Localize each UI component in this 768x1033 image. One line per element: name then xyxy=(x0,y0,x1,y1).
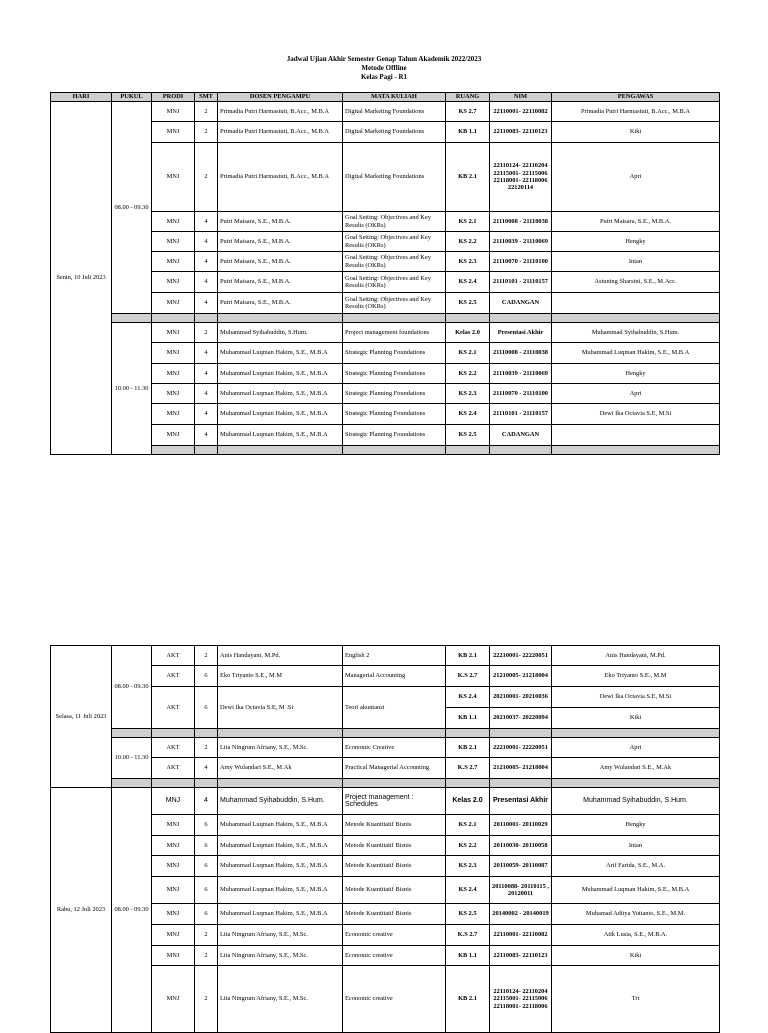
dosen-cell: Primadia Putri Harmastuti, B.Acc., M.B.A xyxy=(218,143,343,212)
proctor-cell: Putri Maisara, S.E., M.B.A. xyxy=(552,212,720,232)
smt-cell: 4 xyxy=(195,384,218,404)
prodi-cell: MNJ xyxy=(152,323,195,343)
proctor-cell: Eko Triyanto S.E., M.M xyxy=(552,666,720,687)
document-title: Jadwal Ujian Akhir Semester Genap Tahun Akademik 2022/2023 xyxy=(286,55,482,63)
smt-cell: 2 xyxy=(195,143,218,212)
table-row xyxy=(51,738,720,758)
course-cell: Goal Setting: Objectives and Key Results (OKRs) xyxy=(343,212,446,232)
prodi-cell: MNJ xyxy=(152,122,195,143)
proctor-cell: Apri xyxy=(552,143,720,212)
col-mata-kuliah: MATA KULIAH xyxy=(343,93,446,102)
table-row xyxy=(51,788,720,815)
table-row xyxy=(51,925,720,946)
smt-cell: 6 xyxy=(195,904,218,925)
course-cell: Goal Setting: Objectives and Key Results (OKRs) xyxy=(343,252,446,272)
course-cell: Metode Kuantitatif Bisnis xyxy=(343,836,446,856)
prodi-cell: MNJ xyxy=(152,904,195,925)
smt-cell: 4 xyxy=(195,343,218,364)
smt-cell: 2 xyxy=(195,122,218,143)
room-cell: KS 2.5 xyxy=(446,425,490,446)
time-cell: 08.00 - 09.30 xyxy=(112,646,152,729)
proctor-cell: Muhammad Syihabuddin, S.Hum. xyxy=(552,323,720,343)
prodi-cell: MNJ xyxy=(152,232,195,252)
table-row xyxy=(51,646,720,666)
nim-cell: 21110101 - 21110157 xyxy=(490,272,552,293)
course-cell: Strategic Planning Foundations xyxy=(343,384,446,404)
course-cell: Metode Kuantitatif Bisnis xyxy=(343,877,446,904)
room-cell: KS 2.2 xyxy=(446,364,490,384)
nim-cell: 21110101 - 21110157 xyxy=(490,404,552,425)
room-cell: KS 2.3 xyxy=(446,252,490,272)
course-cell: Strategic Planning Foundations xyxy=(343,404,446,425)
course-cell: Economic Creative xyxy=(343,738,446,758)
dosen-cell: Muhammad Syihabuddin, S.Hum. xyxy=(218,323,343,343)
col-nim: NIM xyxy=(490,93,552,102)
dosen-cell: Muhammad Luqman Hakim, S.E., M.B.A xyxy=(218,836,343,856)
smt-cell: 2 xyxy=(195,966,218,1033)
prodi-cell: MNJ xyxy=(152,788,195,815)
table-row xyxy=(51,232,720,252)
table-row xyxy=(51,758,720,779)
table-row xyxy=(51,293,720,314)
nim-cell: Presentasi Akhir xyxy=(490,323,552,343)
separator-row xyxy=(51,729,720,738)
room-cell: KS 2.1 xyxy=(446,815,490,836)
prodi-cell: AKT xyxy=(152,687,195,729)
dosen-cell: Lita Ningrum Afriany, S.E., M.Sc. xyxy=(218,946,343,966)
course-cell: Metode Kuantitatif Bisnis xyxy=(343,904,446,925)
room-cell: KB 2.1 xyxy=(446,966,490,1033)
nim-cell: 21110070 - 21110100 xyxy=(490,384,552,404)
nim-cell: 21210005- 21218004 xyxy=(490,666,552,687)
room-cell: KS 2.3 xyxy=(446,856,490,877)
nim-cell: CADANGAN xyxy=(490,293,552,314)
room-cell: Kelas 2.0 xyxy=(446,788,490,815)
dosen-cell: Eko Triyanto S.E., M.M xyxy=(218,666,343,687)
proctor-cell: Muhammad Syihabuddin, S.Hum. xyxy=(552,788,720,815)
prodi-cell: MNJ xyxy=(152,293,195,314)
smt-cell: 2 xyxy=(195,102,218,122)
proctor-cell: Dewi Ika Octavia S.E, M.Si xyxy=(552,687,720,708)
smt-cell: 2 xyxy=(195,738,218,758)
table-row xyxy=(51,102,720,122)
room-cell: KS 2.4 xyxy=(446,404,490,425)
nim-cell: Presentasi Akhir xyxy=(490,788,552,815)
course-cell: Teori akuntansi xyxy=(343,687,446,729)
room-cell: KB 2.1 xyxy=(446,143,490,212)
prodi-cell: MNJ xyxy=(152,212,195,232)
prodi-cell: MNJ xyxy=(152,384,195,404)
smt-cell: 2 xyxy=(195,646,218,666)
nim-cell: 22210001- 22220051 xyxy=(490,646,552,666)
room-cell: K.S 2.7 xyxy=(446,666,490,687)
dosen-cell: Primadia Putri Harmastuti, B.Acc., M.B.A xyxy=(218,102,343,122)
table-row xyxy=(51,364,720,384)
nim-cell: 21110070 - 21110100 xyxy=(490,252,552,272)
room-cell: KS 2.5 xyxy=(446,904,490,925)
time-cell: 08.00 - 09.30 xyxy=(112,102,152,314)
dosen-cell: Lita Ningrum Afriany, S.E., M.Sc. xyxy=(218,966,343,1033)
course-cell: Economic creative xyxy=(343,946,446,966)
nim-cell: 21110008 - 21110038 xyxy=(490,212,552,232)
proctor-cell: Kiki xyxy=(552,708,720,729)
smt-cell: 2 xyxy=(195,925,218,946)
smt-cell: 2 xyxy=(195,323,218,343)
dosen-cell: Muhammad Luqman Hakim, S.E., M.B.A xyxy=(218,343,343,364)
prodi-cell: MNJ xyxy=(152,966,195,1033)
proctor-cell: Muhammad Luqman Hakim, S.E., M.B.A xyxy=(552,877,720,904)
course-cell: Practical Managerial Accounting xyxy=(343,758,446,779)
nim-cell: 22110083- 22110123 xyxy=(490,122,552,143)
dosen-cell: Putri Maisara, S.E., M.B.A. xyxy=(218,252,343,272)
prodi-cell: MNJ xyxy=(152,364,195,384)
prodi-cell: MNJ xyxy=(152,102,195,122)
proctor-cell xyxy=(552,425,720,446)
proctor-cell: Anis Handayani, M.Pd. xyxy=(552,646,720,666)
document-class: Kelas Pagi - R1 xyxy=(360,73,408,81)
day-cell: Senin, 10 Juli 2023 xyxy=(51,102,112,455)
dosen-cell: Muhammad Luqman Hakim, S.E., M.B.A xyxy=(218,404,343,425)
col-hari: HARI xyxy=(51,93,112,102)
nim-cell: 22110083- 22110123 xyxy=(490,946,552,966)
prodi-cell: MNJ xyxy=(152,836,195,856)
course-cell: Project management foundations xyxy=(343,323,446,343)
proctor-cell: Hengky xyxy=(552,232,720,252)
course-cell: Goal Setting: Objectives and Key Results (OKRs) xyxy=(343,272,446,293)
prodi-cell: MNJ xyxy=(152,877,195,904)
separator-row xyxy=(51,779,720,788)
smt-cell: 6 xyxy=(195,877,218,904)
room-cell: K.S 2.7 xyxy=(446,758,490,779)
prodi-cell: MNJ xyxy=(152,946,195,966)
dosen-cell: Lita Ningrum Afriany, S.E., M.Sc. xyxy=(218,925,343,946)
course-cell: English 2 xyxy=(343,646,446,666)
dosen-cell: Amy Wulandari S.E., M.Ak xyxy=(218,758,343,779)
proctor-cell xyxy=(552,293,720,314)
col-pukul: PUKUL xyxy=(112,93,152,102)
nim-cell: 22110124- 22110204 22115001- 22115006 22118001- 22118006 22120114 xyxy=(490,143,552,212)
course-cell: Strategic Planning Foundations xyxy=(343,343,446,364)
nim-cell: 20110001- 20110029 xyxy=(490,815,552,836)
prodi-cell: MNJ xyxy=(152,925,195,946)
table-row xyxy=(51,323,720,343)
prodi-cell: AKT xyxy=(152,738,195,758)
course-cell: Digital Marketing Foundations xyxy=(343,143,446,212)
proctor-cell: Muhammad Luqman Hakim, S.E., M.B.A xyxy=(552,343,720,364)
smt-cell: 4 xyxy=(195,788,218,815)
nim-cell: 22110001- 22110082 xyxy=(490,925,552,946)
nim-cell: 20140002 - 20140019 xyxy=(490,904,552,925)
proctor-cell: Muhamad Aditya Yutianto, S.E., M.M. xyxy=(552,904,720,925)
proctor-cell: Dewi Ika Octavia S.E, M.Si xyxy=(552,404,720,425)
table-row xyxy=(51,122,720,143)
smt-cell: 6 xyxy=(195,666,218,687)
prodi-cell: MNJ xyxy=(152,404,195,425)
prodi-cell: AKT xyxy=(152,666,195,687)
dosen-cell: Putri Maisara, S.E., M.B.A. xyxy=(218,293,343,314)
smt-cell: 4 xyxy=(195,212,218,232)
course-cell: Strategic Planning Foundations xyxy=(343,425,446,446)
smt-cell: 4 xyxy=(195,758,218,779)
nim-cell: 20210001- 20210036 xyxy=(490,687,552,708)
course-cell: Goal Setting: Objectives and Key Results (OKRs) xyxy=(343,293,446,314)
dosen-cell: Dewi Ika Octavia S.E, M .Si xyxy=(218,687,343,729)
dosen-cell: Muhammad Luqman Hakim, S.E., M.B.A xyxy=(218,364,343,384)
table-row xyxy=(51,966,720,1033)
smt-cell: 4 xyxy=(195,404,218,425)
room-cell: K.S 2.7 xyxy=(446,925,490,946)
separator-row xyxy=(51,314,720,323)
day-cell: Rabu, 12 Juli 2023 xyxy=(51,788,112,1033)
smt-cell: 4 xyxy=(195,272,218,293)
table-row xyxy=(51,836,720,856)
dosen-cell: Lita Ningrum Afriany, S.E., M.Sc. xyxy=(218,738,343,758)
dosen-cell: Muhammad Syihabuddin, S.Hum. xyxy=(218,788,343,815)
course-cell: Metode Kuantitatif Bisnis xyxy=(343,856,446,877)
room-cell: Kelas 2.0 xyxy=(446,323,490,343)
proctor-cell: Hengky xyxy=(552,815,720,836)
course-cell: Project management : Schedules xyxy=(343,788,446,815)
proctor-cell: Arif Farida, S.E., M.A. xyxy=(552,856,720,877)
room-cell: KS 2.4 xyxy=(446,687,490,708)
prodi-cell: MNJ xyxy=(152,272,195,293)
prodi-cell: MNJ xyxy=(152,143,195,212)
table-row xyxy=(51,384,720,404)
nim-cell: 22110001- 22110082 xyxy=(490,102,552,122)
course-cell: Managerial Accounting xyxy=(343,666,446,687)
prodi-cell: MNJ xyxy=(152,343,195,364)
table-row xyxy=(51,425,720,446)
dosen-cell: Muhammad Luqman Hakim, S.E., M.B.A xyxy=(218,425,343,446)
table-row xyxy=(51,904,720,925)
dosen-cell: Anis Handayani, M.Pd. xyxy=(218,646,343,666)
course-cell: Digital Marketing Foundations xyxy=(343,102,446,122)
room-cell: KS 2.2 xyxy=(446,836,490,856)
nim-cell: 21110008 - 21110038 xyxy=(490,343,552,364)
table-row xyxy=(51,343,720,364)
table-row xyxy=(51,877,720,904)
schedule-table-senin xyxy=(50,92,720,455)
room-cell: KB 1.1 xyxy=(446,122,490,143)
room-cell: KS 2.4 xyxy=(446,272,490,293)
dosen-cell: Muhammad Luqman Hakim, S.E., M.B.A xyxy=(218,877,343,904)
smt-cell: 6 xyxy=(195,856,218,877)
nim-cell: 20210037- 20220094 xyxy=(490,708,552,729)
document-method: Metode Offline xyxy=(361,64,407,72)
nim-cell: 20110059- 20110087 xyxy=(490,856,552,877)
smt-cell: 4 xyxy=(195,364,218,384)
proctor-cell: Apri xyxy=(552,384,720,404)
prodi-cell: MNJ xyxy=(152,815,195,836)
table-row xyxy=(51,143,720,212)
proctor-cell: Intan xyxy=(552,836,720,856)
room-cell: KS 2.1 xyxy=(446,343,490,364)
proctor-cell: Intan xyxy=(552,252,720,272)
nim-cell: 20110030- 20110058 xyxy=(490,836,552,856)
dosen-cell: Muhammad Luqman Hakim, S.E., M.B.A xyxy=(218,904,343,925)
proctor-cell: Amy Wulandari S.E., M.Ak xyxy=(552,758,720,779)
nim-cell: 21210005- 21218004 xyxy=(490,758,552,779)
dosen-cell: Putri Maisara, S.E., M.B.A. xyxy=(218,272,343,293)
smt-cell: 4 xyxy=(195,232,218,252)
table-row xyxy=(51,272,720,293)
proctor-cell: Tri xyxy=(552,966,720,1033)
prodi-cell: MNJ xyxy=(152,856,195,877)
course-cell: Digital Marketing Foundations xyxy=(343,122,446,143)
prodi-cell: MNJ xyxy=(152,252,195,272)
course-cell: Economic creative xyxy=(343,925,446,946)
col-dosen: DOSEN PENGAMPU xyxy=(218,93,343,102)
dosen-cell: Muhammad Luqman Hakim, S.E., M.B.A xyxy=(218,815,343,836)
room-cell: KS 2.3 xyxy=(446,384,490,404)
room-cell: KS 2.4 xyxy=(446,877,490,904)
room-cell: KB 1.1 xyxy=(446,946,490,966)
room-cell: KB 1.1 xyxy=(446,708,490,729)
nim-cell: 22210001- 22220051 xyxy=(490,738,552,758)
smt-cell: 6 xyxy=(195,687,218,729)
table-row xyxy=(51,856,720,877)
time-cell: 08.00 - 09.30 xyxy=(112,788,152,1033)
course-cell: Strategic Planning Foundations xyxy=(343,364,446,384)
col-prodi: PRODI xyxy=(152,93,195,102)
dosen-cell: Putri Maisara, S.E., M.B.A. xyxy=(218,232,343,252)
smt-cell: 6 xyxy=(195,836,218,856)
proctor-cell: Apri xyxy=(552,738,720,758)
proctor-cell: Astuning Sharsini, S.E., M.Acc. xyxy=(552,272,720,293)
prodi-cell: AKT xyxy=(152,646,195,666)
dosen-cell: Muhammad Luqman Hakim, S.E., M.B.A xyxy=(218,856,343,877)
course-cell: Goal Setting: Objectives and Key Results (OKRs) xyxy=(343,232,446,252)
room-cell: KS 2.5 xyxy=(446,293,490,314)
smt-cell: 6 xyxy=(195,815,218,836)
col-smt: SMT xyxy=(195,93,218,102)
course-cell: Economic creative xyxy=(343,966,446,1033)
nim-cell: 20110088- 20110115 , 20120011 xyxy=(490,877,552,904)
nim-cell: 21110039 - 21110069 xyxy=(490,232,552,252)
col-pengawas: PENGAWAS xyxy=(552,93,720,102)
dosen-cell: Primadia Putri Harmastuti, B.Acc., M.B.A xyxy=(218,122,343,143)
nim-cell: 21110039 - 21110069 xyxy=(490,364,552,384)
room-cell: KS 2.1 xyxy=(446,212,490,232)
header-row xyxy=(51,93,720,102)
smt-cell: 4 xyxy=(195,425,218,446)
table-row xyxy=(51,687,720,708)
room-cell: KB 2.1 xyxy=(446,646,490,666)
proctor-cell: Kiki xyxy=(552,946,720,966)
table-row xyxy=(51,252,720,272)
proctor-cell: Hengky xyxy=(552,364,720,384)
table-row xyxy=(51,404,720,425)
table-row xyxy=(51,946,720,966)
smt-cell: 2 xyxy=(195,946,218,966)
proctor-cell: Primadia Putri Harmastuti, B.Acc., M.B.A xyxy=(552,102,720,122)
time-cell: 10.00 - 11.30 xyxy=(112,738,152,779)
room-cell: KB 2.1 xyxy=(446,738,490,758)
nim-cell: 22110124- 22110204 22115001- 22115006 22118001- 22118006 xyxy=(490,966,552,1033)
smt-cell: 4 xyxy=(195,293,218,314)
proctor-cell: Atik Lusia, S.E., M.B.A. xyxy=(552,925,720,946)
room-cell: KS 2.7 xyxy=(446,102,490,122)
nim-cell: CADANGAN xyxy=(490,425,552,446)
smt-cell: 4 xyxy=(195,252,218,272)
table-row xyxy=(51,212,720,232)
col-ruang: RUANG xyxy=(446,93,490,102)
prodi-cell: MNJ xyxy=(152,425,195,446)
proctor-cell: Kiki xyxy=(552,122,720,143)
prodi-cell: AKT xyxy=(152,758,195,779)
day-cell: Selasa, 11 Juli 2023 xyxy=(51,646,112,788)
table-row xyxy=(51,815,720,836)
table-row xyxy=(51,666,720,687)
dosen-cell: Putri Maisara, S.E., M.B.A. xyxy=(218,212,343,232)
schedule-table-selasa-rabu xyxy=(50,645,720,1033)
course-cell: Metode Kuantitatif Bisnis xyxy=(343,815,446,836)
dosen-cell: Muhammad Luqman Hakim, S.E., M.B.A xyxy=(218,384,343,404)
time-cell: 10.00 - 11.30 xyxy=(112,323,152,455)
separator-row xyxy=(51,446,720,455)
room-cell: KS 2.2 xyxy=(446,232,490,252)
